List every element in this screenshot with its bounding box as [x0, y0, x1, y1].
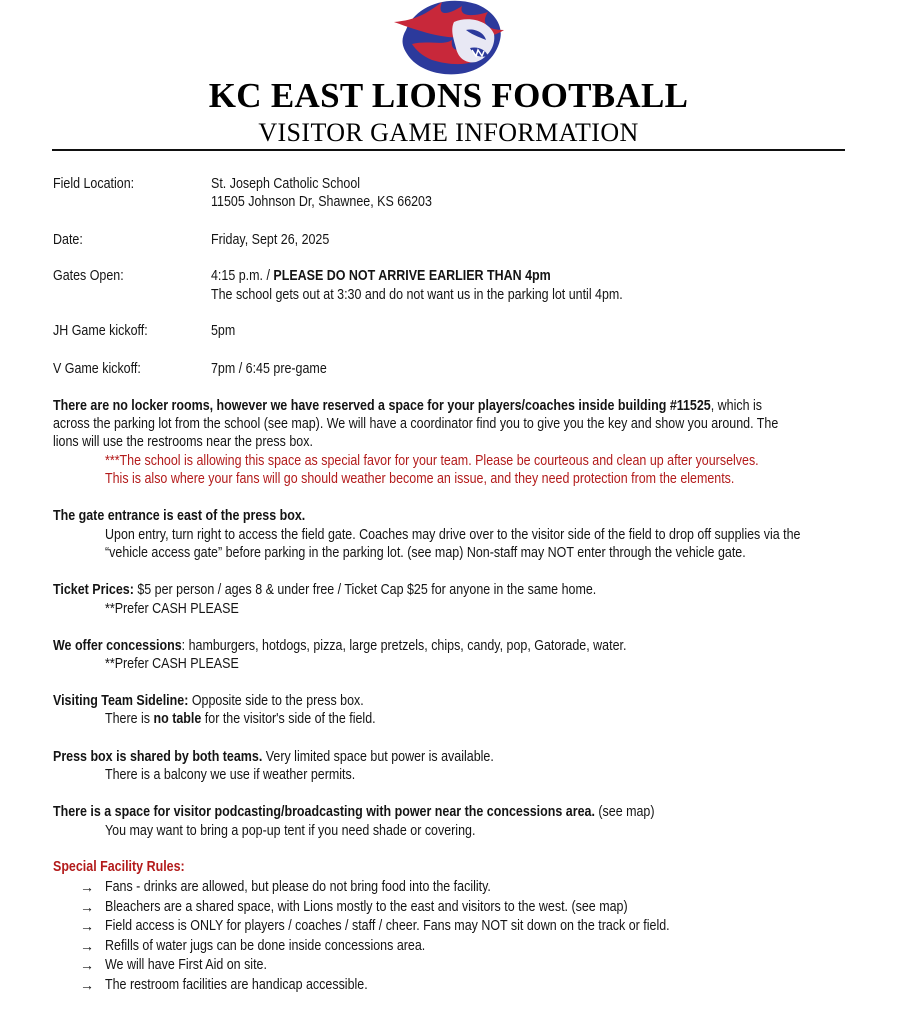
- concessions-text: : hamburgers, hotdogs, pizza, large pretzels, chips, candy, pop, Gatorade, water.: [181, 638, 627, 654]
- arrow-right-icon: →: [80, 977, 94, 993]
- locker-note-1: ***The school is allowing this space as special favor for your team. Please be courteous and clean up after yourselves.: [105, 453, 759, 469]
- v-kickoff-label: V Game kickoff:: [53, 361, 141, 377]
- gates-open-warning: PLEASE DO NOT ARRIVE EARLIER THAN 4pm: [273, 268, 551, 284]
- podcast-space-text: (see map): [594, 804, 655, 820]
- locker-line1-rest: , which is: [710, 398, 763, 414]
- rule-item: Bleachers are a shared space, with Lions mostly to the east and visitors to the west. (see map): [105, 899, 628, 915]
- visiting-sideline-text: Opposite side to the press box.: [188, 693, 364, 709]
- locker-paragraph-line1: [53, 397, 762, 415]
- gate-heading: The gate entrance is east of the press box.: [53, 508, 306, 524]
- jh-kickoff-label: JH Game kickoff:: [53, 323, 148, 339]
- gates-open-note: The school gets out at 3:30 and do not want us in the parking lot until 4pm.: [211, 287, 623, 303]
- rule-item: Field access is ONLY for players / coaches / staff / cheer. Fans may NOT sit down on the track or field.: [105, 918, 670, 934]
- locker-paragraph-line3: lions will use the restrooms near the press box.: [53, 434, 313, 450]
- press-box: [53, 748, 494, 766]
- press-box-text: Very limited space but power is available.: [262, 749, 494, 765]
- rule-item: We will have First Aid on site.: [105, 957, 267, 973]
- field-location-name: St. Joseph Catholic School: [211, 176, 361, 192]
- ticket-prices-label: Ticket Prices:: [53, 582, 134, 598]
- locker-heading: There are no locker rooms, however we have reserved a space for your players/coaches inside building #11525: [53, 398, 711, 414]
- rules-heading: Special Facility Rules:: [53, 859, 185, 875]
- lion-head-logo: [392, 0, 508, 78]
- visiting-sideline: [53, 692, 364, 710]
- arrow-right-icon: →: [80, 957, 94, 973]
- arrow-right-icon: →: [80, 899, 94, 915]
- concessions-cash-note: **Prefer CASH PLEASE: [105, 656, 239, 672]
- page-subtitle: VISITOR GAME INFORMATION: [258, 118, 639, 147]
- visiting-sideline-note: [105, 710, 376, 728]
- rule-item: Refills of water jugs can be done inside concessions area.: [105, 938, 426, 954]
- header-divider: [52, 149, 845, 151]
- arrow-right-icon: →: [80, 879, 94, 895]
- press-box-label: Press box is shared by both teams.: [53, 749, 263, 765]
- press-box-note: There is a balcony we use if weather permits.: [105, 767, 356, 783]
- gates-open-value: [211, 267, 551, 285]
- ticket-prices: [53, 581, 596, 599]
- visiting-sideline-label: Visiting Team Sideline:: [53, 693, 189, 709]
- arrow-right-icon: →: [80, 918, 94, 934]
- sideline-note-c: for the visitor's side of the field.: [201, 711, 376, 727]
- arrow-right-icon: →: [80, 938, 94, 954]
- podcast-space-note: You may want to bring a pop-up tent if you need shade or covering.: [105, 823, 476, 839]
- sideline-note-a: There is: [105, 711, 154, 727]
- gate-line1: Upon entry, turn right to access the field gate. Coaches may drive over to the visitor side of the field to drop off supplies via the: [105, 527, 801, 543]
- podcast-space: [53, 803, 655, 821]
- rule-item: The restroom facilities are handicap accessible.: [105, 977, 368, 993]
- jh-kickoff-value: 5pm: [211, 323, 236, 339]
- page-title: KC EAST LIONS FOOTBALL: [208, 76, 689, 115]
- gates-open-time: 4:15 p.m. /: [211, 268, 274, 284]
- rule-item: Fans - drinks are allowed, but please do not bring food into the facility.: [105, 879, 491, 895]
- concessions-label: We offer concessions: [53, 638, 182, 654]
- date-label: Date:: [53, 232, 83, 248]
- ticket-cash-note: **Prefer CASH PLEASE: [105, 601, 239, 617]
- gate-line2: “vehicle access gate” before parking in the parking lot. (see map) Non-staff may NOT enter through the vehicle gate.: [105, 545, 746, 561]
- v-kickoff-value: 7pm / 6:45 pre-game: [211, 361, 327, 377]
- locker-note-2: This is also where your fans will go should weather become an issue, and they need protection from the elements.: [105, 471, 735, 487]
- sideline-note-bold: no table: [153, 711, 202, 727]
- locker-paragraph-line2: across the parking lot from the school (see map). We will have a coordinator find you to give you the key and show you around. The: [53, 416, 779, 432]
- concessions: [53, 637, 626, 655]
- field-location-address: 11505 Johnson Dr, Shawnee, KS 66203: [211, 194, 432, 210]
- podcast-space-label: There is a space for visitor podcasting/broadcasting with power near the concessions area.: [53, 804, 595, 820]
- date-value: Friday, Sept 26, 2025: [211, 232, 330, 248]
- field-location-label: Field Location:: [53, 176, 135, 192]
- ticket-prices-text: $5 per person / ages 8 & under free / Ticket Cap $25 for anyone in the same home.: [133, 582, 597, 598]
- gates-open-label: Gates Open:: [53, 268, 124, 284]
